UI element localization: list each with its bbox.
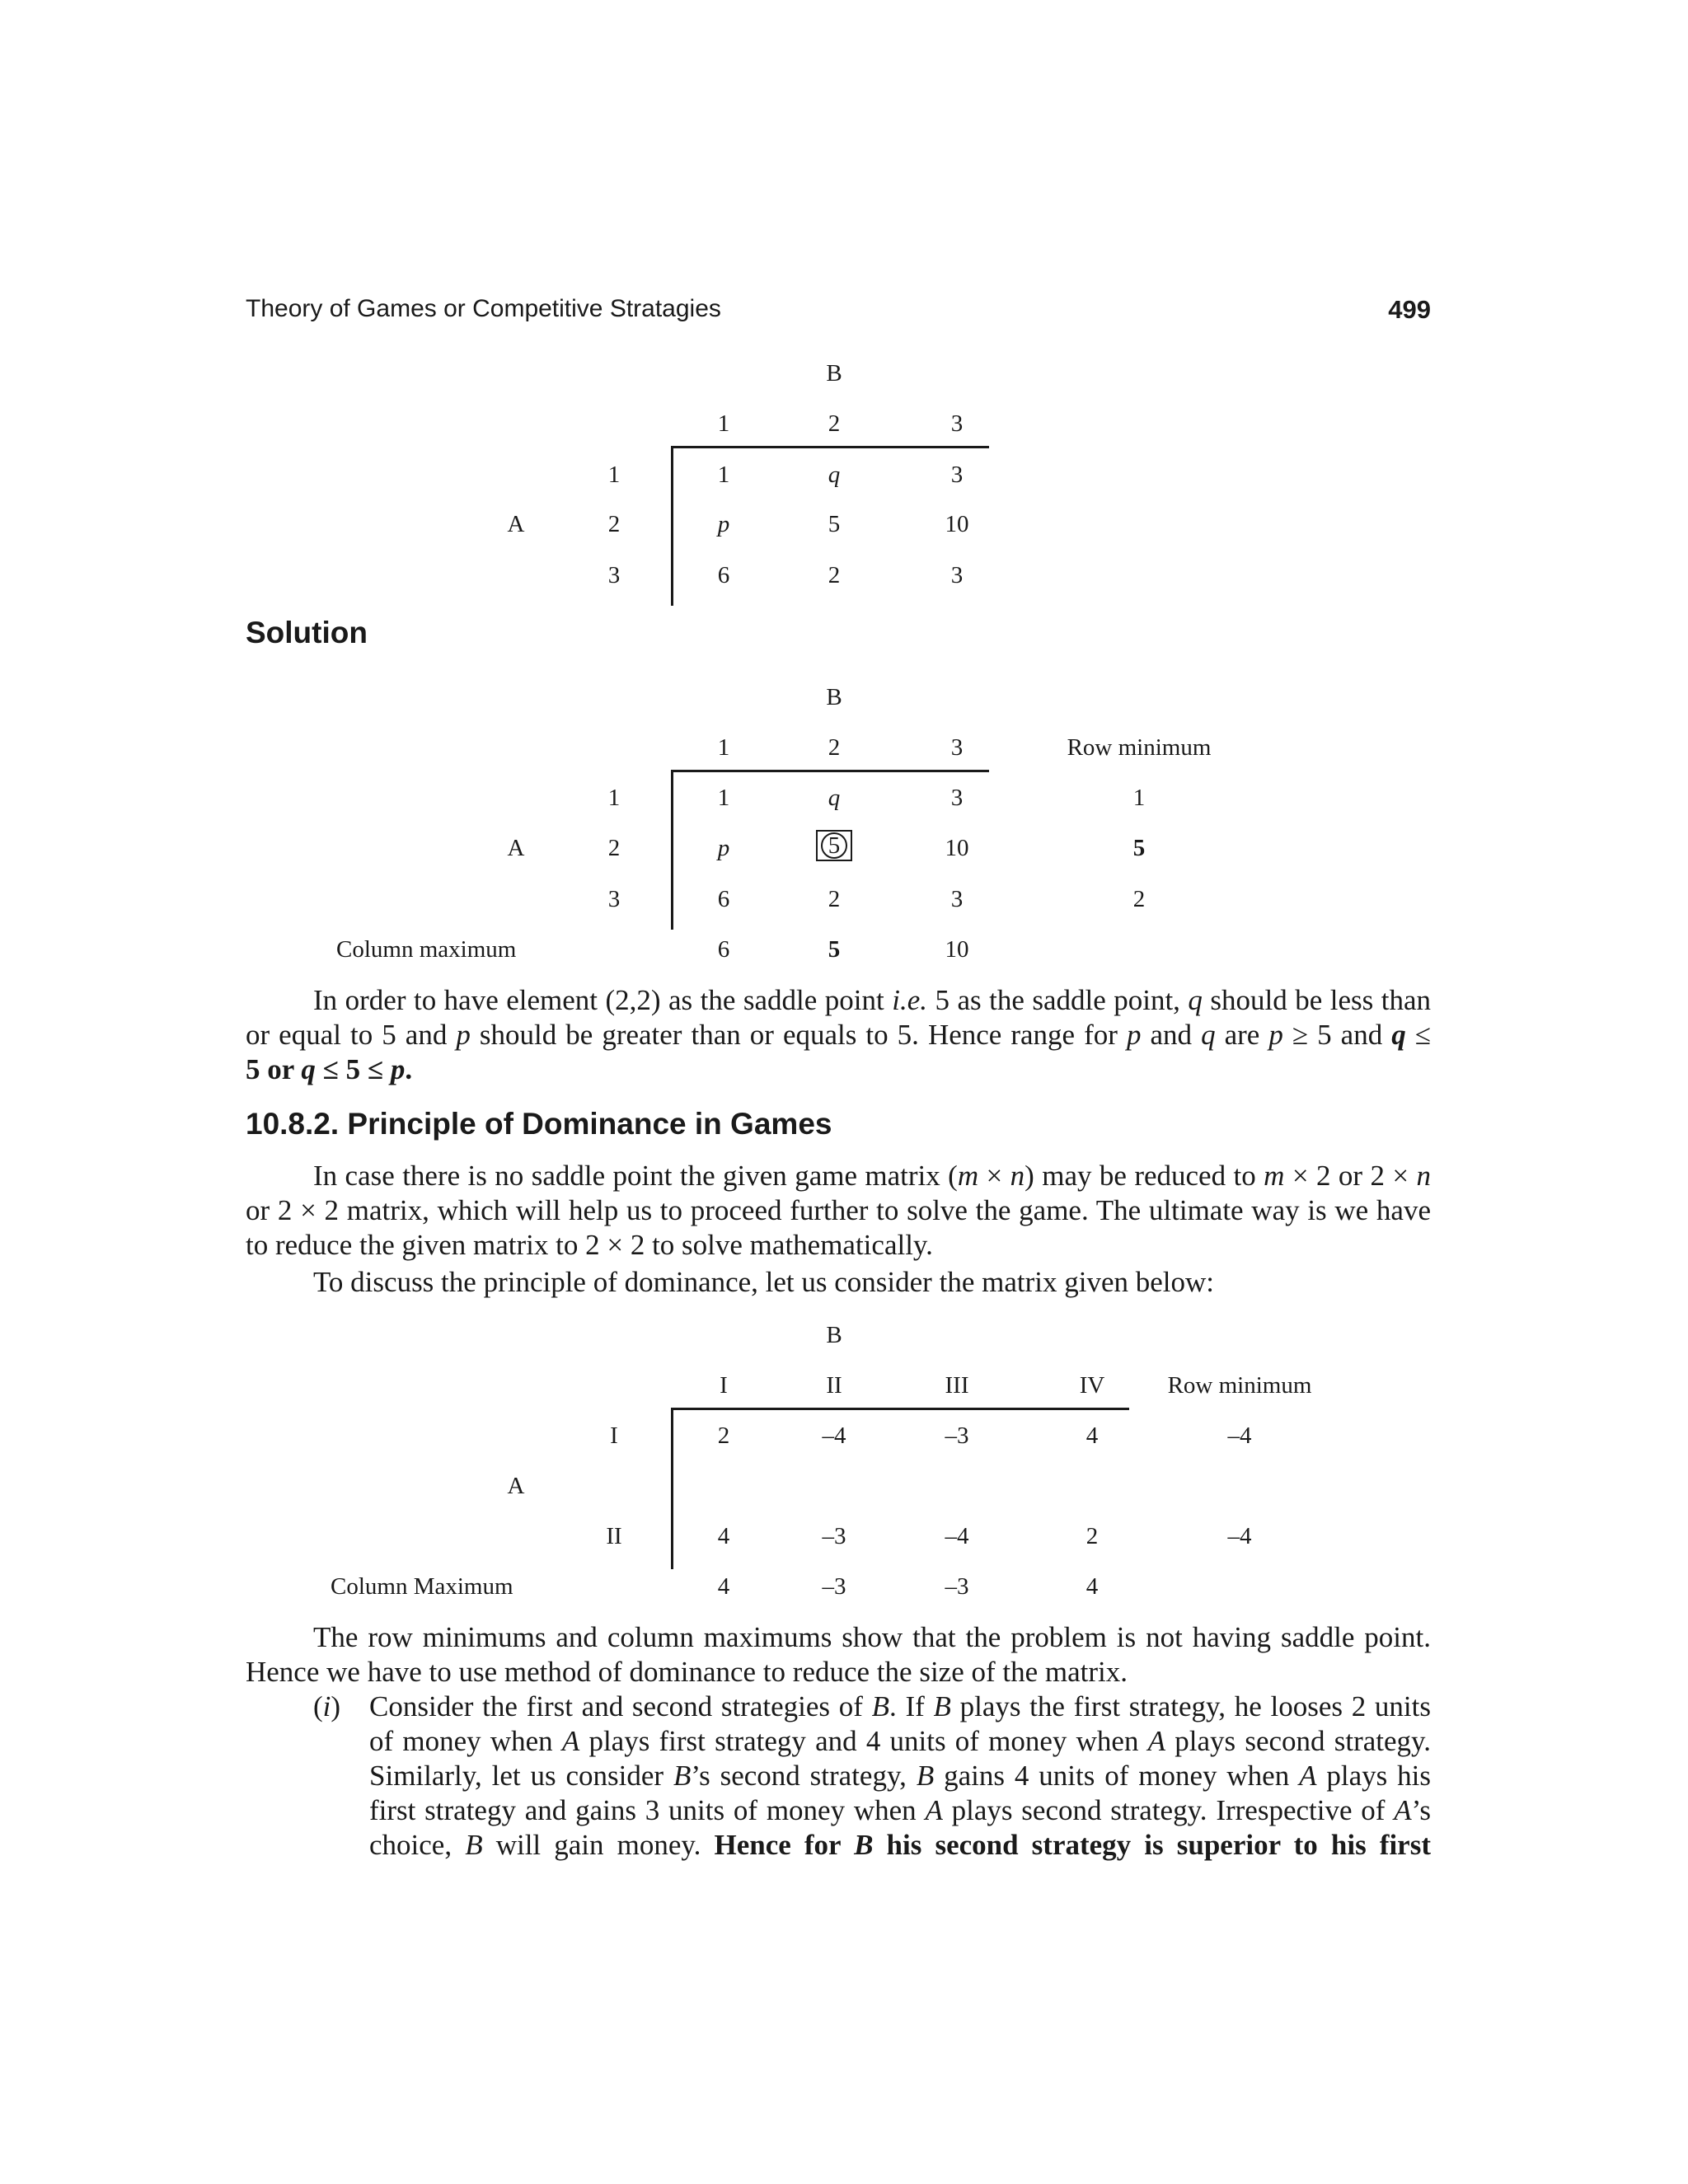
column-player-label: B	[826, 1322, 842, 1348]
matrix-cell: –3	[822, 1523, 846, 1549]
matrix-cell: 10	[945, 511, 969, 537]
matrix-cell: 2	[828, 886, 841, 912]
running-title: Theory of Games or Competitive Stratagies	[246, 295, 721, 322]
column-maximum-value: 4	[1085, 1573, 1099, 1600]
column-header: 2	[828, 410, 841, 437]
row-player-label: A	[507, 835, 525, 861]
list-marker-i: (i)	[313, 1690, 341, 1722]
column-maximum-value: 5	[828, 936, 841, 963]
text-line: In case there is no saddle point the given game matrix (m × n) may be reduced to m × 2 or 2 × n	[313, 1160, 1431, 1192]
column-header: 1	[717, 410, 730, 437]
matrix-cell: 6	[717, 562, 730, 588]
column-maximum-value: –3	[945, 1573, 969, 1600]
matrix-cell: p	[717, 835, 730, 861]
matrix-cell: –4	[822, 1422, 846, 1449]
text-line: or 2 × 2 matrix, which will help us to proceed further to solve the game. The ultimate way is we have	[246, 1194, 1431, 1226]
column-player-label: B	[826, 360, 842, 387]
matrix-cell: 10	[945, 835, 969, 861]
row-label: 2	[607, 511, 621, 537]
text-line: first strategy and gains 3 units of money when A plays second strategy. Irrespective of A’s	[369, 1794, 1431, 1826]
matrix-cell: 6	[717, 886, 730, 912]
matrix-top-rule	[671, 770, 989, 772]
column-maximum-value: 10	[945, 936, 969, 963]
matrix-cell: q	[828, 462, 841, 488]
text-line: or equal to 5 and p should be greater than or equals to 5. Hence range for p and q are p ≥ 5 and q ≤	[246, 1019, 1431, 1051]
row-label: 2	[607, 835, 621, 861]
column-header: II	[826, 1372, 842, 1399]
matrix-left-rule	[671, 1408, 673, 1569]
column-header: IV	[1079, 1372, 1105, 1399]
text-line: 5 or q ≤ 5 ≤ p.	[246, 1053, 413, 1085]
column-maximum-label: Column maximum	[336, 936, 517, 963]
matrix-cell: –4	[945, 1523, 969, 1549]
row-label: II	[606, 1523, 622, 1549]
matrix-cell: 2	[1085, 1523, 1099, 1549]
matrix-cell: –3	[945, 1422, 969, 1449]
matrix-cell: p	[717, 511, 730, 537]
column-header: 3	[950, 734, 964, 761]
row-player-label: A	[507, 511, 525, 537]
row-minimum-value: 5	[1132, 835, 1146, 861]
text-line: To discuss the principle of dominance, let us consider the matrix given below:	[313, 1266, 1214, 1298]
column-header: 1	[717, 734, 730, 761]
paragraph-no-saddle	[246, 1620, 1431, 1690]
page-number: 499	[1388, 295, 1431, 324]
matrix-cell: 5	[828, 511, 841, 537]
saddle-point-value: 5	[821, 832, 847, 859]
text-line: In order to have element (2,2) as the saddle point i.e. 5 as the saddle point, q should be less than	[313, 984, 1431, 1016]
row-label: 3	[607, 562, 621, 588]
text-line: of money when A plays first strategy and 4 units of money when A plays second strategy.	[369, 1725, 1431, 1757]
matrix-cell: 1	[717, 462, 730, 488]
row-minimum-header: Row minimum	[1067, 734, 1212, 761]
matrix-cell: 3	[950, 785, 964, 811]
matrix-top-rule	[671, 446, 989, 448]
column-maximum-value: 4	[717, 1573, 730, 1600]
column-maximum-value: 6	[717, 936, 730, 963]
row-label: 1	[607, 462, 621, 488]
matrix-cell: 3	[950, 886, 964, 912]
column-header: III	[945, 1372, 969, 1399]
text-line: Hence we have to use method of dominance to reduce the size of the matrix.	[246, 1656, 1128, 1688]
column-header: I	[720, 1372, 728, 1399]
solution-heading: Solution	[246, 616, 368, 649]
column-header: 2	[828, 734, 841, 761]
matrix-cell: 2	[828, 562, 841, 588]
text-line: The row minimums and column maximums show that the problem is not having saddle point.	[313, 1621, 1431, 1653]
text-line: Consider the first and second strategies of B. If B plays the first strategy, he looses 2 units	[369, 1690, 1431, 1722]
matrix-cell: 4	[1085, 1422, 1099, 1449]
row-player-label: A	[507, 1473, 525, 1499]
matrix-cell: 1	[717, 785, 730, 811]
text-line: to reduce the given matrix to 2 × 2 to solve mathematically.	[246, 1229, 933, 1261]
column-maximum-value: –3	[822, 1573, 846, 1600]
list-item-i	[369, 1690, 1431, 1863]
section-heading: 10.8.2. Principle of Dominance in Games	[246, 1107, 832, 1141]
column-maximum-label: Column Maximum	[331, 1573, 513, 1600]
matrix-left-rule	[671, 770, 673, 930]
row-label: I	[610, 1422, 618, 1449]
matrix-cell: q	[828, 785, 841, 811]
row-minimum-value: 1	[1132, 785, 1146, 811]
matrix-cell: 3	[950, 562, 964, 588]
row-label: 1	[607, 785, 621, 811]
text-line: Similarly, let us consider B’s second strategy, B gains 4 units of money when A plays his	[369, 1760, 1431, 1792]
matrix-cell: 3	[950, 462, 964, 488]
paragraph-dominance-intro	[246, 1159, 1431, 1263]
matrix-top-rule	[671, 1408, 1129, 1410]
matrix-left-rule	[671, 446, 673, 606]
column-header: 3	[950, 410, 964, 437]
saddle-point-cell	[816, 830, 852, 861]
row-minimum-value: –4	[1227, 1523, 1252, 1549]
matrix-cell: 4	[717, 1523, 730, 1549]
paragraph-consider-matrix	[246, 1265, 1431, 1300]
row-minimum-value: 2	[1132, 886, 1146, 912]
text-line: choice, B will gain money. Hence for B his second strategy is superior to his first	[369, 1829, 1431, 1861]
row-label: 3	[607, 886, 621, 912]
matrix-cell: 2	[717, 1422, 730, 1449]
row-minimum-header: Row minimum	[1167, 1372, 1312, 1399]
row-minimum-value: –4	[1227, 1422, 1252, 1449]
column-player-label: B	[826, 684, 842, 710]
paragraph-saddle-range	[246, 983, 1431, 1087]
